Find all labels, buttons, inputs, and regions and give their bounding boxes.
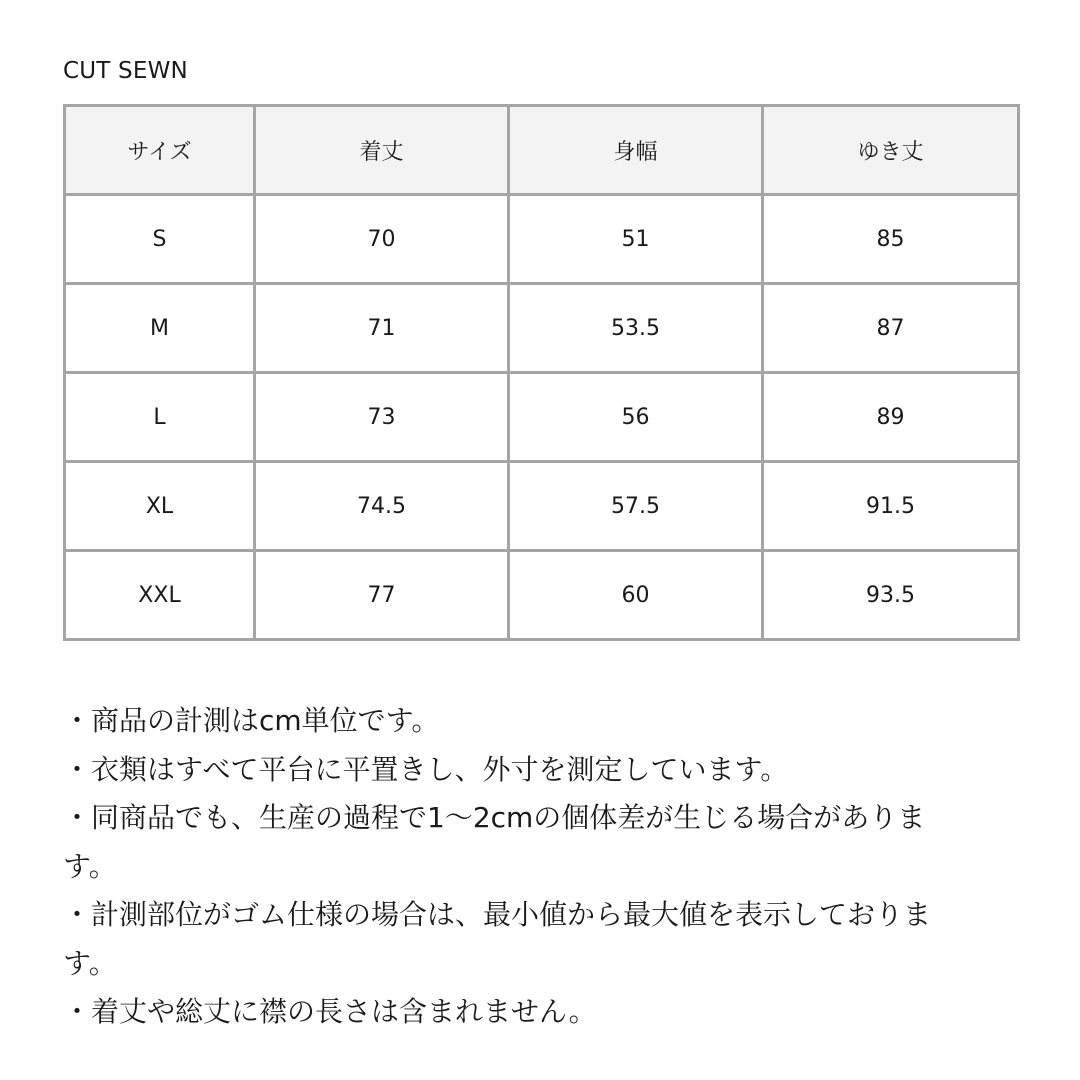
table-row [65, 462, 1019, 551]
table-cell: 74.5 [255, 462, 509, 551]
note-item: ・衣類はすべて平台に平置きし、外寸を測定しています。 [63, 752, 789, 786]
table-cell: XXL [65, 551, 255, 640]
table-cell: S [65, 195, 255, 284]
table-cell: 56 [509, 373, 763, 462]
table-row [65, 284, 1019, 373]
table-row [65, 551, 1019, 640]
header-sleeve: ゆき丈 [763, 106, 1019, 195]
table-cell: 93.5 [763, 551, 1019, 640]
table-cell: 73 [255, 373, 509, 462]
note-item: ・計測部位がゴム仕様の場合は、最小値から最大値を表示しておりま す。 [63, 898, 932, 980]
table-cell: 91.5 [763, 462, 1019, 551]
table-cell: 71 [255, 284, 509, 373]
page-title: CUT SEWN [63, 58, 188, 84]
table-cell: L [65, 373, 255, 462]
header-length: 着丈 [255, 106, 509, 195]
table-cell: 51 [509, 195, 763, 284]
table-cell: 77 [255, 551, 509, 640]
note-item: ・着丈や総丈に襟の長さは含まれません。 [63, 995, 597, 1028]
header-size: サイズ [65, 106, 255, 195]
table-cell: 85 [763, 195, 1019, 284]
table-cell: XL [65, 462, 255, 551]
table-cell: 57.5 [509, 462, 763, 551]
header-width: 身幅 [509, 106, 763, 195]
table-cell: 53.5 [509, 284, 763, 373]
table-cell: 87 [763, 284, 1019, 373]
size-table [63, 104, 1020, 641]
table-row [65, 373, 1019, 462]
note-item: ・同商品でも、生産の過程で1〜2cmの個体差が生じる場合がありま す。 [63, 801, 926, 883]
table-cell: 70 [255, 195, 509, 284]
notes-list [63, 697, 1023, 1037]
table-header-row [65, 106, 1019, 195]
table-cell: 89 [763, 373, 1019, 462]
table-cell: 60 [509, 551, 763, 640]
table-row [65, 195, 1019, 284]
note-item: ・商品の計測はcm単位です。 [63, 704, 440, 737]
table-cell: M [65, 284, 255, 373]
